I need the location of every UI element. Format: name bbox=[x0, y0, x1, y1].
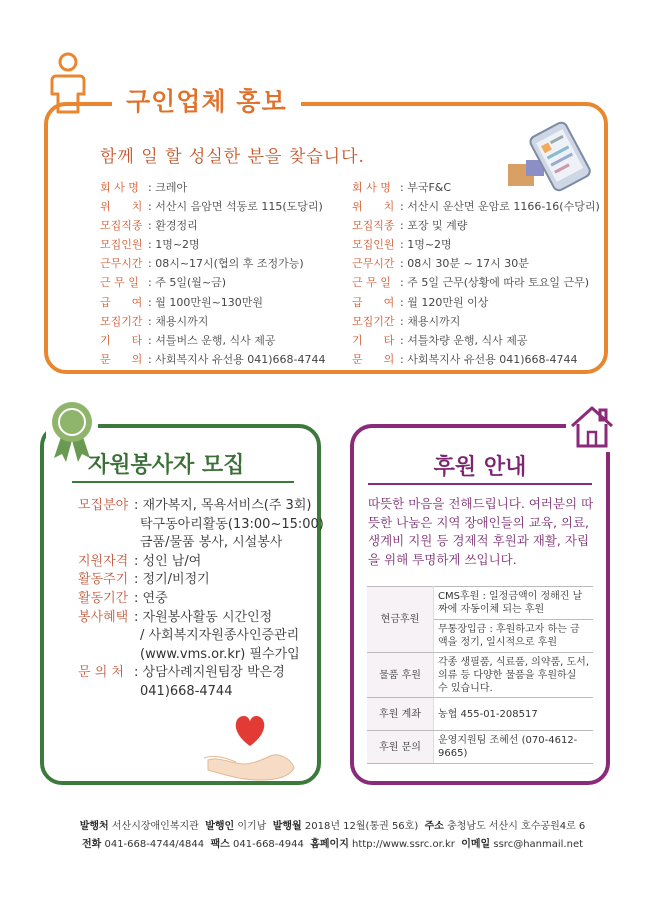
person-icon bbox=[48, 52, 88, 114]
support-title: 후원 안내 bbox=[433, 455, 527, 480]
support-table-row bbox=[367, 587, 593, 620]
phone-label: 전화 bbox=[81, 839, 102, 850]
detail-value: : 서산시 음암면 석동로 115(도당리) bbox=[148, 200, 323, 214]
detail-label: 모집직종 bbox=[100, 219, 143, 233]
detail-label: 급 여 bbox=[100, 295, 143, 309]
detail-value: : 셔틀차량 운행, 식사 제공 bbox=[400, 333, 528, 347]
company-detail-row bbox=[352, 273, 600, 292]
volunteer-detail-row bbox=[78, 554, 201, 570]
volunteer-detail-label: 활동기간 bbox=[78, 591, 129, 606]
email-link[interactable]: ssrc@hanmail.net bbox=[493, 839, 584, 850]
address-label: 주소 bbox=[424, 821, 444, 832]
jobs-title: 구인업체 홍보 bbox=[126, 87, 287, 116]
detail-value: : 사회복지사 유선용 041)668-4744 bbox=[400, 352, 578, 366]
volunteer-detail-label: 모집분야 bbox=[78, 498, 129, 513]
volunteer-detail-value: : 재가복지, 목욕서비스(주 3회) bbox=[134, 498, 312, 513]
volunteer-detail-row bbox=[78, 517, 324, 533]
detail-value: : 1명~2명 bbox=[400, 238, 452, 252]
volunteer-detail-value: : 정기/비정기 bbox=[134, 572, 210, 588]
detail-value: : 부국F&C bbox=[400, 181, 452, 194]
detail-label: 근무시간 bbox=[352, 257, 395, 271]
support-type-label: 현금후원 bbox=[367, 587, 434, 653]
company-1-details bbox=[100, 178, 325, 369]
company-detail-row bbox=[352, 331, 600, 350]
fax: 041-668-4944 bbox=[233, 839, 304, 850]
support-type-detail: CMS후원 : 일정금액이 정해진 날짜에 자동이체 되는 후원 bbox=[434, 587, 594, 620]
house-icon bbox=[566, 400, 618, 452]
detail-label: 회 사 명 bbox=[352, 181, 391, 194]
support-type-detail: 각종 생필품, 식료품, 의약품, 도서, 의류 등 다양한 물품을 후원하실 수 있습니다. bbox=[434, 653, 594, 698]
support-type-label: 물품 후원 bbox=[367, 653, 434, 698]
detail-value: : 월 100만원~130만원 bbox=[148, 295, 264, 309]
volunteer-detail-row bbox=[78, 610, 272, 626]
company-detail-row bbox=[352, 216, 600, 235]
volunteer-detail-label: 활동주기 bbox=[78, 572, 129, 588]
detail-value: : 서산시 운산면 운암로 1166-16(수당리) bbox=[400, 200, 600, 214]
volunteer-detail-value: 금품/물품 봉사, 시설봉사 bbox=[140, 535, 283, 551]
volunteer-detail-value: 041)668-4744 bbox=[140, 684, 233, 699]
volunteer-detail-value: (www.vms.or.kr) 필수가입 bbox=[140, 646, 300, 662]
support-type-label: 후원 계좌 bbox=[367, 698, 434, 731]
issuer-label: 발행인 bbox=[205, 821, 235, 832]
volunteer-title: 자원봉사자 모집 bbox=[88, 453, 245, 478]
support-table-row bbox=[367, 698, 593, 731]
volunteer-detail-row bbox=[78, 647, 300, 663]
support-table-row bbox=[367, 653, 593, 698]
company-detail-row bbox=[100, 235, 325, 254]
company-2-details bbox=[352, 178, 600, 369]
volunteer-detail-value: : 상담사례지원팀장 박은경 bbox=[134, 665, 285, 681]
company-detail-row bbox=[352, 312, 600, 331]
support-title-underline bbox=[368, 483, 592, 485]
company-detail-row bbox=[352, 197, 600, 216]
volunteer-detail-row bbox=[78, 498, 311, 514]
fax-label: 팩스 bbox=[210, 839, 230, 850]
detail-value: : 월 120만원 이상 bbox=[400, 295, 489, 309]
company-detail-row bbox=[352, 178, 600, 197]
detail-label: 기 타 bbox=[352, 333, 395, 347]
publisher: 서산시장애인복지관 bbox=[111, 821, 199, 832]
volunteer-detail-label: 문 의 처 bbox=[78, 665, 124, 681]
detail-value: : 포장 및 계량 bbox=[400, 219, 468, 233]
support-table-row bbox=[367, 731, 593, 764]
company-detail-row bbox=[100, 331, 325, 350]
company-detail-row bbox=[100, 216, 325, 235]
volunteer-detail-row bbox=[78, 572, 210, 588]
address: 충청남도 서산시 호수공원4로 6 bbox=[447, 821, 586, 832]
company-detail-row bbox=[100, 350, 325, 369]
support-type-detail: 무통장입금 : 후원하고자 하는 금액을 정기, 일시적으로 후원 bbox=[434, 620, 594, 653]
volunteer-title-wrap bbox=[88, 448, 244, 479]
volunteer-detail-label: 지원자격 bbox=[78, 553, 129, 569]
detail-label: 급 여 bbox=[352, 295, 395, 309]
footer-line-1 bbox=[0, 818, 665, 836]
support-type-label: 후원 문의 bbox=[367, 731, 434, 764]
detail-value: : 08시 30분 ~ 17시 30분 bbox=[400, 257, 529, 271]
company-detail-row bbox=[352, 254, 600, 273]
company-detail-row bbox=[352, 293, 600, 312]
detail-value: : 주 5일 근무(상황에 따라 토요일 근무) bbox=[400, 276, 590, 290]
volunteer-detail-label: 봉사혜택 bbox=[78, 609, 129, 625]
volunteer-title-underline bbox=[72, 481, 294, 483]
volunteer-detail-value: : 자원봉사활동 시간인정 bbox=[134, 609, 273, 625]
detail-value: : 크레아 bbox=[148, 181, 188, 194]
detail-label: 위 치 bbox=[352, 200, 395, 214]
support-intro: 따뜻한 마음을 전해드립니다. 여러분의 따뜻한 나눔은 지역 장애인들의 교육, 의료, 생계비 지원 등 경제적 후원과 재활, 자립을 위해 투명하게 쓰입니다. bbox=[368, 496, 594, 567]
volunteer-detail-value: / 사회복지자원종사인증관리 bbox=[140, 628, 300, 644]
company-detail-row bbox=[100, 254, 325, 273]
date-label: 발행월 bbox=[272, 821, 302, 832]
volunteer-detail-row bbox=[78, 535, 282, 551]
detail-value: : 주 5일(월~금) bbox=[148, 276, 227, 290]
detail-value: : 사회복지사 유선용 041)668-4744 bbox=[148, 352, 326, 366]
homepage-label: 홈페이지 bbox=[310, 839, 349, 850]
company-detail-row bbox=[352, 235, 600, 254]
detail-label: 회 사 명 bbox=[100, 181, 139, 194]
homepage-link[interactable]: http://www.ssrc.or.kr bbox=[352, 839, 455, 850]
volunteer-detail-value: 탁구동아리활동(13:00~15:00) bbox=[140, 516, 324, 532]
company-detail-row bbox=[100, 273, 325, 292]
volunteer-detail-value: : 성인 남/여 bbox=[134, 553, 202, 569]
publisher-label: 발행처 bbox=[79, 821, 109, 832]
detail-value: : 채용시까지 bbox=[400, 314, 461, 328]
detail-label: 모집직종 bbox=[352, 219, 395, 233]
email-label: 이메일 bbox=[461, 839, 491, 850]
footer-line-2 bbox=[0, 836, 665, 854]
detail-value: : 1명~2명 bbox=[148, 238, 200, 252]
phone: 041-668-4744/4844 bbox=[104, 839, 205, 850]
company-detail-row bbox=[100, 293, 325, 312]
detail-label: 문 의 bbox=[100, 352, 143, 366]
detail-label: 기 타 bbox=[100, 333, 143, 347]
support-type-detail: 운영지원팀 조혜선 (070-4612-9665) bbox=[434, 731, 594, 764]
company-detail-row bbox=[100, 312, 325, 331]
support-table bbox=[367, 586, 593, 764]
company-detail-row bbox=[100, 178, 325, 197]
detail-value: : 08시~17시(협의 후 조정가능) bbox=[148, 257, 304, 271]
company-detail-row bbox=[100, 197, 325, 216]
detail-label: 모집인원 bbox=[352, 238, 395, 252]
issuer: 이기남 bbox=[237, 821, 267, 832]
issue-date: 2018년 12월(통권 56호) bbox=[304, 821, 419, 832]
volunteer-detail-value: : 연중 bbox=[134, 591, 168, 606]
detail-value: : 환경정리 bbox=[148, 219, 198, 233]
detail-label: 모집인원 bbox=[100, 238, 143, 252]
detail-label: 모집기간 bbox=[352, 314, 395, 328]
detail-label: 문 의 bbox=[352, 352, 395, 366]
jobs-subtitle: 함께 일 할 성실한 분을 찾습니다. bbox=[100, 147, 365, 167]
volunteer-detail-row bbox=[78, 628, 299, 644]
footer bbox=[0, 818, 665, 854]
volunteer-detail-row bbox=[78, 591, 168, 607]
detail-value: : 채용시까지 bbox=[148, 314, 209, 328]
detail-label: 근 무 일 bbox=[352, 276, 391, 290]
jobs-title-wrap bbox=[112, 82, 301, 118]
detail-label: 근무시간 bbox=[100, 257, 143, 271]
company-detail-row bbox=[352, 350, 600, 369]
detail-label: 모집기간 bbox=[100, 314, 143, 328]
volunteer-detail-row bbox=[78, 665, 285, 681]
heart-in-hand-icon bbox=[200, 712, 300, 784]
detail-label: 위 치 bbox=[100, 200, 143, 214]
detail-label: 근 무 일 bbox=[100, 276, 139, 290]
support-type-detail: 농협 455-01-208517 bbox=[434, 698, 594, 731]
volunteer-detail-row bbox=[78, 684, 232, 700]
detail-value: : 셔틀버스 운행, 식사 제공 bbox=[148, 333, 276, 347]
